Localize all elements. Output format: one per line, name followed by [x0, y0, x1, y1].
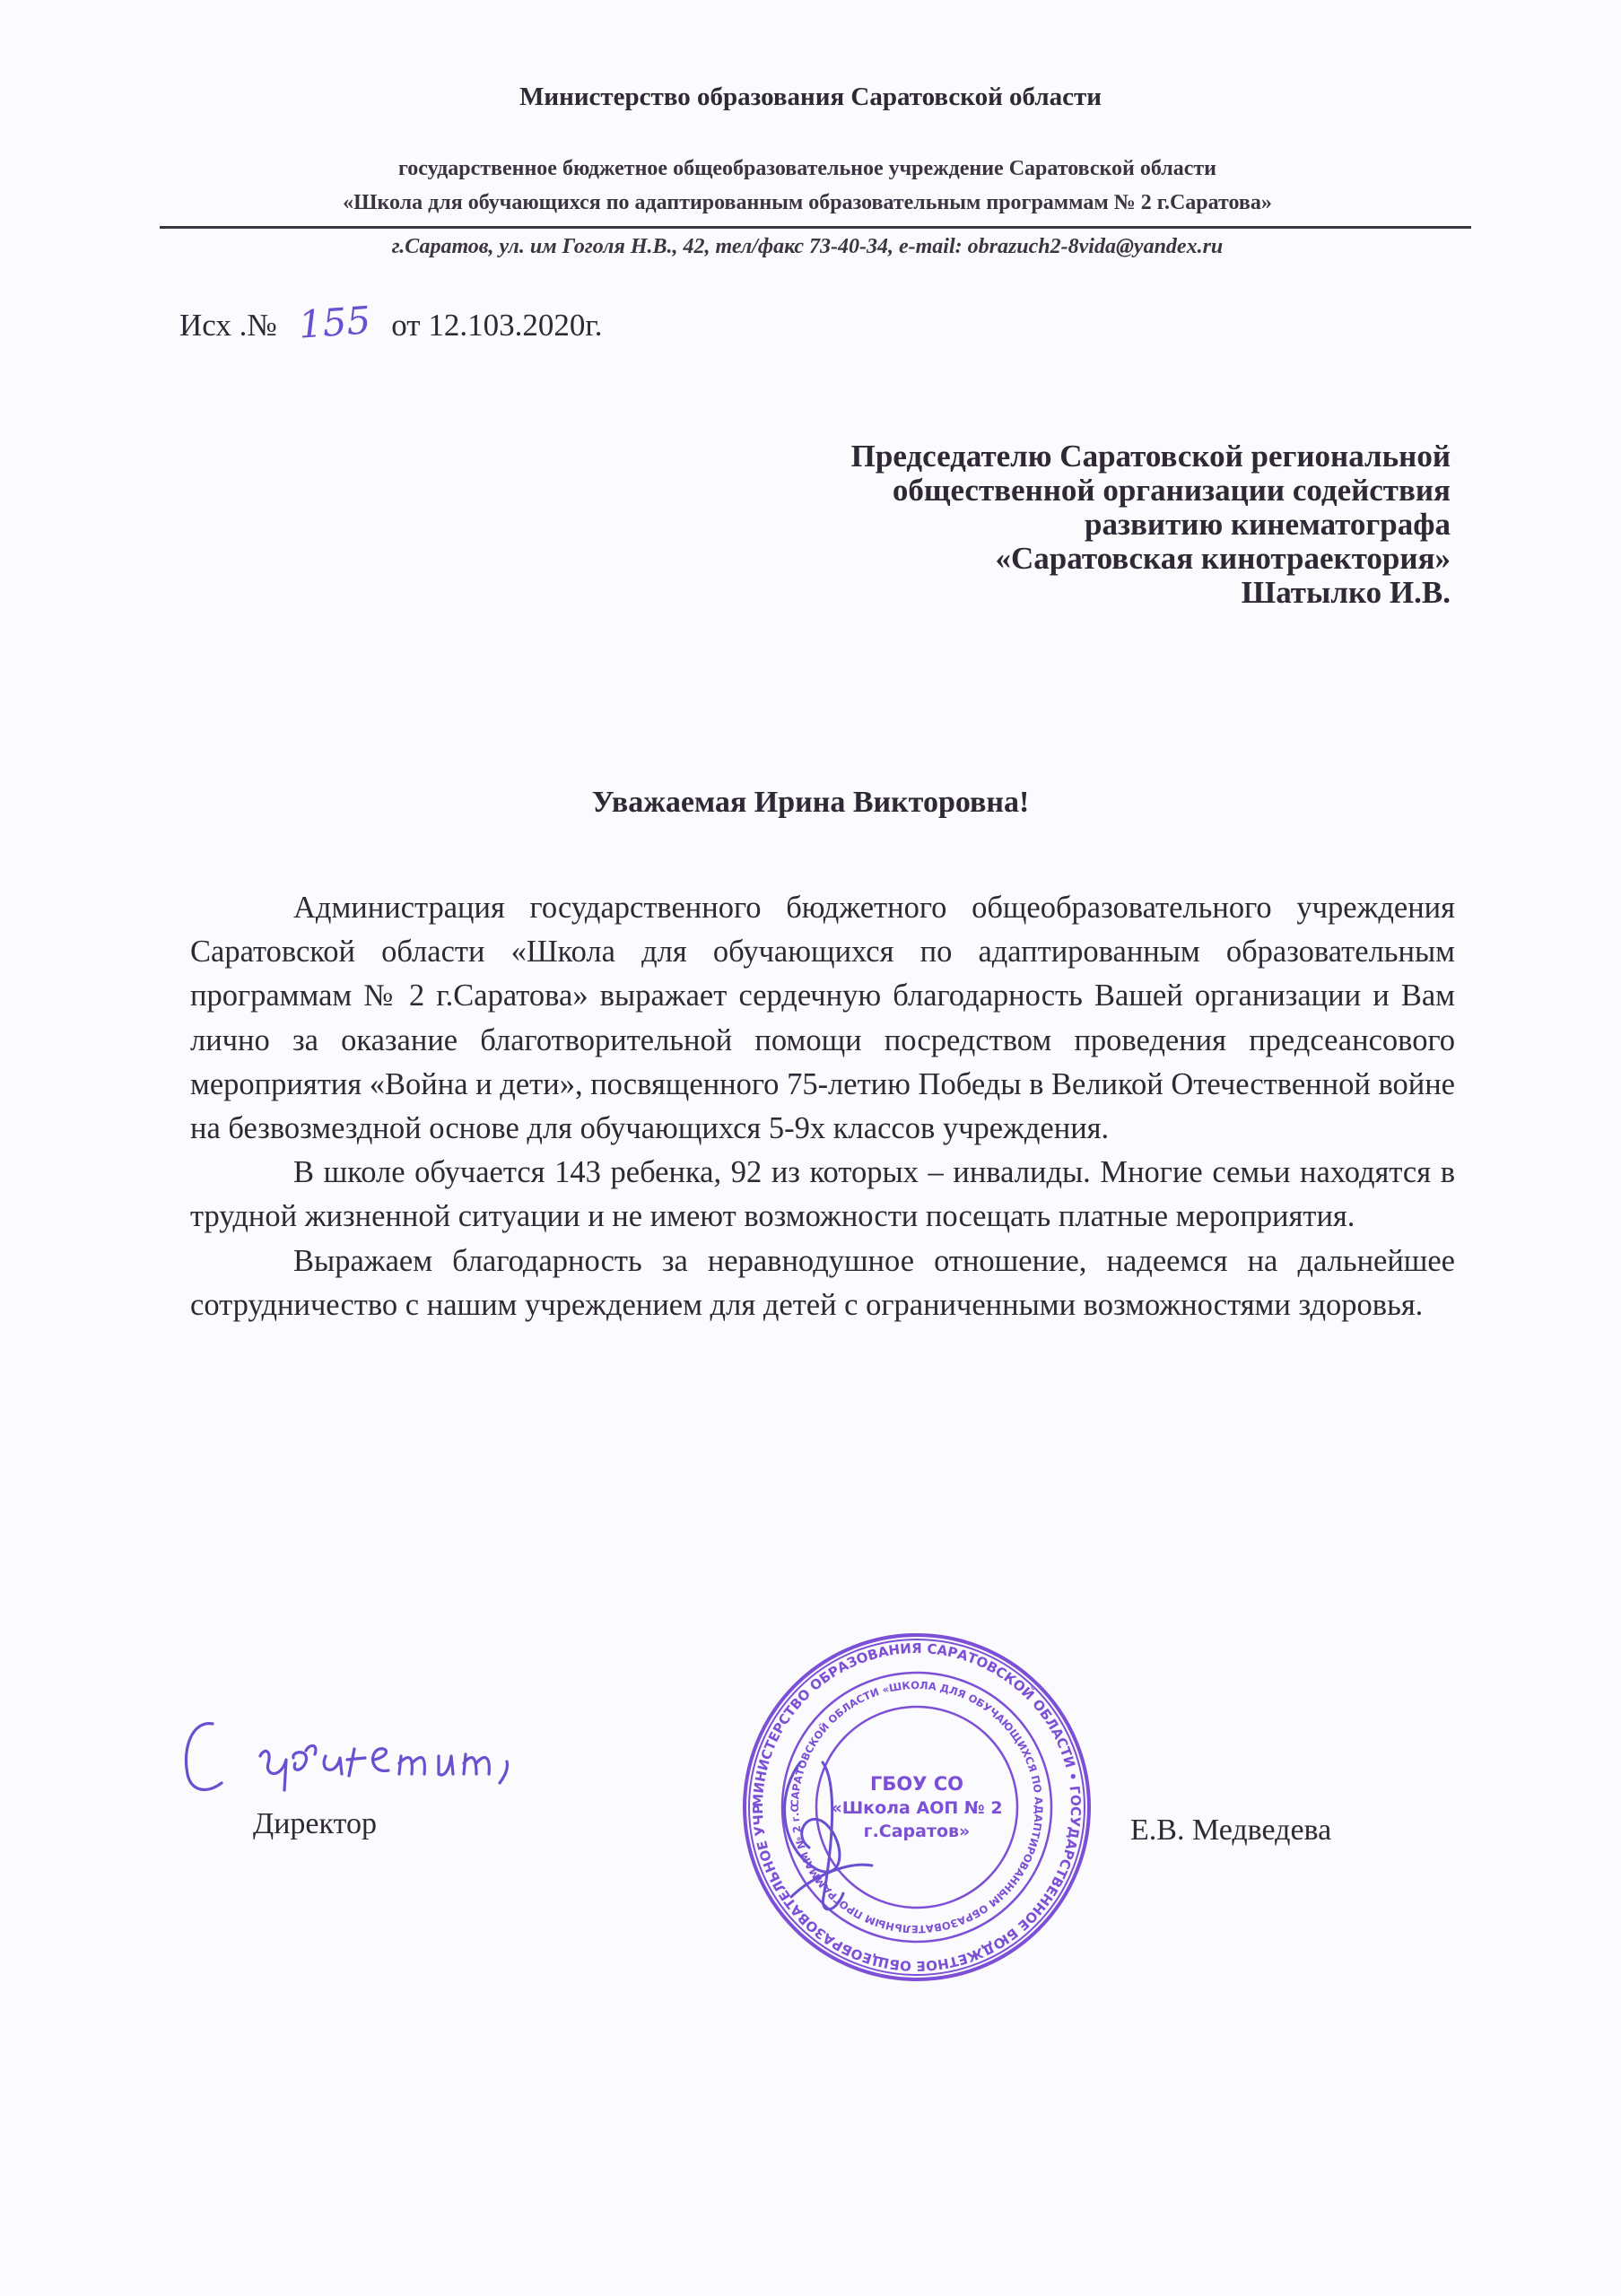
addressee-line: развитию кинематографа [1085, 507, 1451, 542]
stamp-inner-text: САРАТОВСКОЙ ОБЛАСТИ «ШКОЛА ДЛЯ ОБУЧАЮЩИХСЯ ПО АДАПТИРОВАННЫМ ОБРАЗОВАТЕЛЬНЫМ ПРОГРАММАМ № 2 г.С [788, 1678, 1046, 1936]
addressee-line: Шатылко И.В. [1241, 575, 1451, 610]
stamp-center-line2: «Школа АОП № 2 [831, 1798, 1003, 1818]
stamp-center-line3: г.Саратов» [863, 1822, 971, 1841]
reference-prefix: Исх .№ [179, 308, 277, 343]
salutation: Уважаемая Ирина Викторовна! [591, 786, 1030, 819]
addressee-block [851, 439, 1451, 610]
reference-number: 155 [296, 298, 372, 347]
addressee-line: «Саратовская кинотраектория» [995, 541, 1451, 576]
letterhead-institution-line1: государственное бюджетное общеобразовательное учреждение Саратовской области [397, 157, 1217, 180]
handwritten-signature [175, 1704, 570, 1812]
stamp-center-line1: ГБОУ СО [869, 1773, 963, 1795]
outgoing-reference [179, 298, 603, 347]
reference-date: от 12.103.2020г. [391, 308, 603, 343]
body-paragraph: Администрация государственного бюджетного общеобразовательного учреждения Саратовской области «Школа для обучающихся по адаптированным образовательным программам № 2 г.Саратова» выражает сердечную благодарность Вашей организации и Вам лично за оказание благотворительной помощи посредством проведения предсеансового мероприятия «Война и дети», посвященного 75-летию Победы в Великой Отечественной войне на безвозмездной основе для обучающихся 5-9х классов учреждения. [190, 891, 1455, 1146]
letterhead-institution-line2: «Школа для обучающихся по адаптированным образовательным программам № 2 г.Саратова» [343, 191, 1272, 214]
body-paragraph: В школе обучается 143 ребенка, 92 из которых – инвалиды. Многие семьи находятся в трудной жизненной ситуации и не имеют возможности посещать платные мероприятия. [190, 1155, 1455, 1234]
letter-body [190, 886, 1455, 1327]
body-paragraph: Выражаем благодарность за неравнодушное отношение, надеемся на дальнейшее сотрудничество с нашим учреждением для детей с ограниченными возможностями здоровья. [190, 1243, 1455, 1322]
signatory-name: Е.В. Медведева [1130, 1813, 1332, 1847]
letterhead-ministry: Министерство образования Саратовской области [519, 83, 1102, 111]
letterhead-address: г.Саратов, ул. им Гоголя Н.В., 42, тел/факс 73-40-34, e-mail: obrazuch2-8vida@yandex.ru [391, 235, 1224, 258]
official-stamp [737, 1628, 1096, 1987]
letterhead-divider [160, 226, 1471, 229]
addressee-line: общественной организации содействия [892, 473, 1451, 508]
signatory-role: Директор [253, 1807, 377, 1840]
addressee-line: Председателю Саратовской региональной [850, 439, 1451, 474]
stamp-outer-text: МИНИСТЕРСТВО ОБРАЗОВАНИЯ САРАТОВСКОЙ ОБЛАСТИ • ГОСУДАРСТВЕННОЕ БЮДЖЕТНОЕ ОБЩЕОБРАЗОВАТЕЛЬНОЕ УЧР [749, 1639, 1085, 1975]
